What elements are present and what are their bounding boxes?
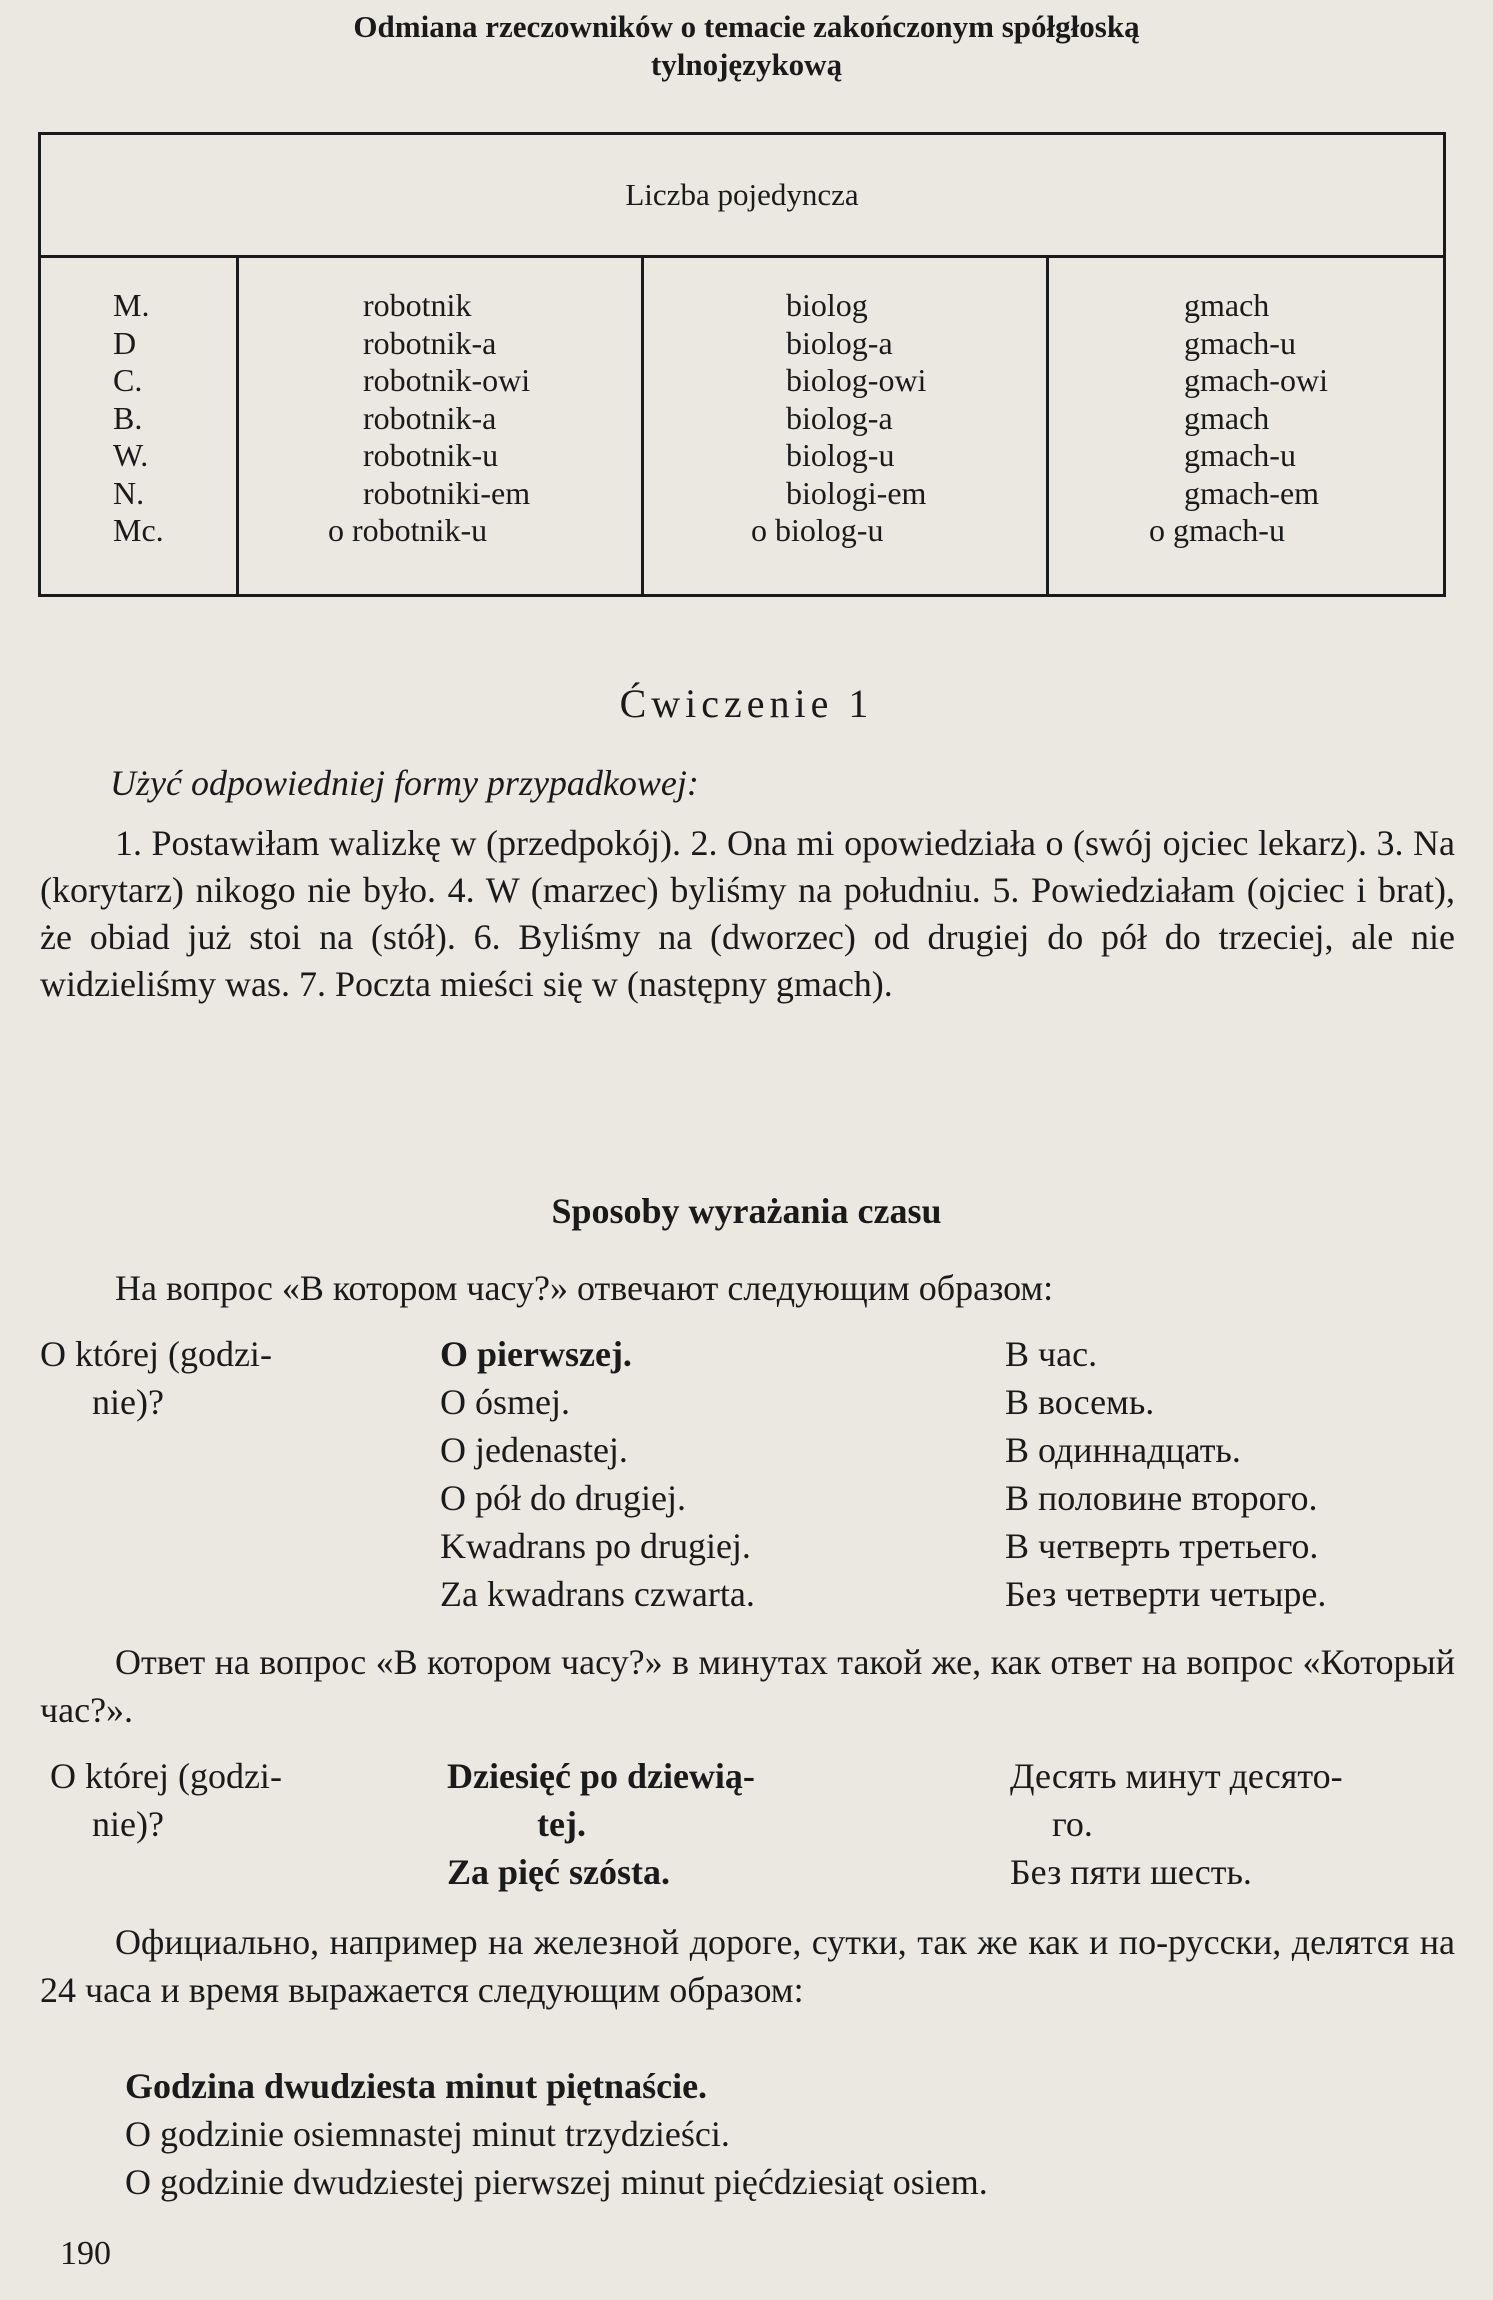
table-cell: o gmach-u: [1149, 512, 1285, 548]
case-label: D: [113, 324, 137, 361]
table-cell: gmach-u: [1184, 324, 1296, 361]
table-cell: biolog-a: [786, 399, 893, 436]
answer-line: Без пяти шесть.: [1010, 1852, 1252, 1892]
russian-answers-1: [1005, 1330, 1326, 1618]
official-time-examples: [125, 2062, 988, 2206]
answer-line: В час.: [1005, 1334, 1098, 1374]
answer-line: В четверть третьего.: [1005, 1526, 1319, 1566]
table-cell: biolog: [786, 287, 868, 323]
answer-line: tej.: [537, 1804, 586, 1844]
section-intro-1: На вопрос «В котором часу?» отвечают следующим образом:: [115, 1268, 1054, 1308]
table-divider: [641, 255, 644, 594]
page-number: 190: [60, 2235, 111, 2272]
answer-line: O pół do drugiej.: [440, 1478, 686, 1518]
answer-line: Kwadrans po drugiej.: [440, 1526, 751, 1566]
answer-line: Za pięć szósta.: [447, 1852, 670, 1892]
question-line: nie)?: [92, 1804, 164, 1844]
answer-line: Za kwadrans czwarta.: [440, 1574, 755, 1614]
table-header: Liczba pojedyncza: [41, 135, 1443, 258]
question-1: [40, 1330, 272, 1426]
example-line: O godzinie dwudziestej pierwszej minut pięćdziesiąt osiem.: [125, 2162, 988, 2202]
table-cell: robotnik-u: [363, 437, 499, 473]
polish-answers-2: [447, 1752, 755, 1896]
example-line: Godzina dwudziesta minut piętnaście.: [125, 2066, 708, 2106]
declension-table: [38, 132, 1446, 597]
table-cell: robotnik-a: [363, 399, 497, 436]
table-title-line-1: Odmiana rzeczowników o temacie zakończonym spółgłoską: [353, 9, 1140, 44]
answer-line: В восемь.: [1005, 1382, 1155, 1422]
question-line: O której (godzi-: [40, 1334, 272, 1374]
table-title: [0, 8, 1493, 84]
answer-line: Десять минут десято-: [1010, 1756, 1343, 1796]
answer-line: Dziesięć po dziewią-: [447, 1756, 755, 1796]
polish-answers-1: [440, 1330, 755, 1618]
table-cell: robotnik-owi: [363, 362, 531, 398]
answer-line: O jedenastej.: [440, 1430, 628, 1470]
table-divider: [1046, 255, 1049, 594]
answer-line: В половине второго.: [1005, 1478, 1318, 1518]
case-label: Mc.: [113, 512, 164, 548]
table-cell: gmach-u: [1184, 437, 1296, 473]
question-line: nie)?: [92, 1382, 164, 1422]
table-title-line-2: tylnojęzykową: [650, 47, 843, 82]
table-cell: biolog-a: [786, 324, 893, 361]
table-cell: biolog-owi: [786, 362, 927, 398]
section-intro-3: Официально, например на железной дороге, сутки, так же как и по-русски, делятся на 24 часа и время выражается следующим образом:: [40, 1922, 1455, 2010]
russian-answers-2: [1010, 1752, 1343, 1896]
example-line: O godzinie osiemnastej minut trzydzieści.: [125, 2114, 730, 2154]
section-intro-2: Ответ на вопрос «В котором часу?» в минутах такой же, как ответ на вопрос «Который час?».: [40, 1642, 1455, 1730]
answer-line: Без четверти четыре.: [1005, 1574, 1327, 1614]
case-label: M.: [113, 287, 150, 323]
case-label: W.: [113, 437, 149, 473]
table-cell: biologi-em: [786, 474, 927, 511]
table-cell: gmach: [1184, 399, 1270, 436]
answer-line: O pierwszej.: [440, 1334, 632, 1374]
case-label: C.: [113, 362, 143, 398]
table-cell: o biolog-u: [751, 512, 884, 548]
table-cell: robotniki-em: [363, 474, 531, 511]
answer-line: В одиннадцать.: [1005, 1430, 1241, 1470]
exercise-text: 1. Postawiłam walizkę w (przedpokój). 2. Ona mi opowiedziała o (swój ojciec lekarz). 3. Na (korytarz) nikogo nie było. 4. W (marzec) byliśmy na południu. 5. Powiedziałam (ojciec i brat), że obiad już stoi na (stół). 6. Byliśmy na (dworzec) od drugiej do pół do trzeciej, ale nie widzieliśmy was. 7. Poczta mieści się w (następny gmach).: [40, 823, 1455, 1004]
section-title: Sposoby wyrażania czasu: [551, 1191, 942, 1231]
table-cell: o robotnik-u: [328, 512, 488, 548]
table-cell: gmach: [1184, 287, 1270, 323]
case-label: B.: [113, 399, 143, 436]
table-cell: gmach-em: [1184, 474, 1320, 511]
question-2: [50, 1752, 282, 1848]
answer-line: го.: [1052, 1804, 1093, 1844]
question-line: O której (godzi-: [50, 1756, 282, 1796]
case-label: N.: [113, 474, 145, 511]
cases-column: [113, 287, 164, 550]
table-divider: [236, 255, 239, 594]
table-cell: robotnik-a: [363, 324, 497, 361]
exercise-title: Ćwiczenie 1: [619, 681, 874, 726]
exercise-instruction: Użyć odpowiedniej formy przypadkowej:: [110, 763, 699, 803]
answer-line: O ósmej.: [440, 1382, 570, 1422]
table-cell: robotnik: [363, 287, 472, 323]
table-cell: gmach-owi: [1184, 362, 1328, 398]
table-cell: biolog-u: [786, 437, 895, 473]
